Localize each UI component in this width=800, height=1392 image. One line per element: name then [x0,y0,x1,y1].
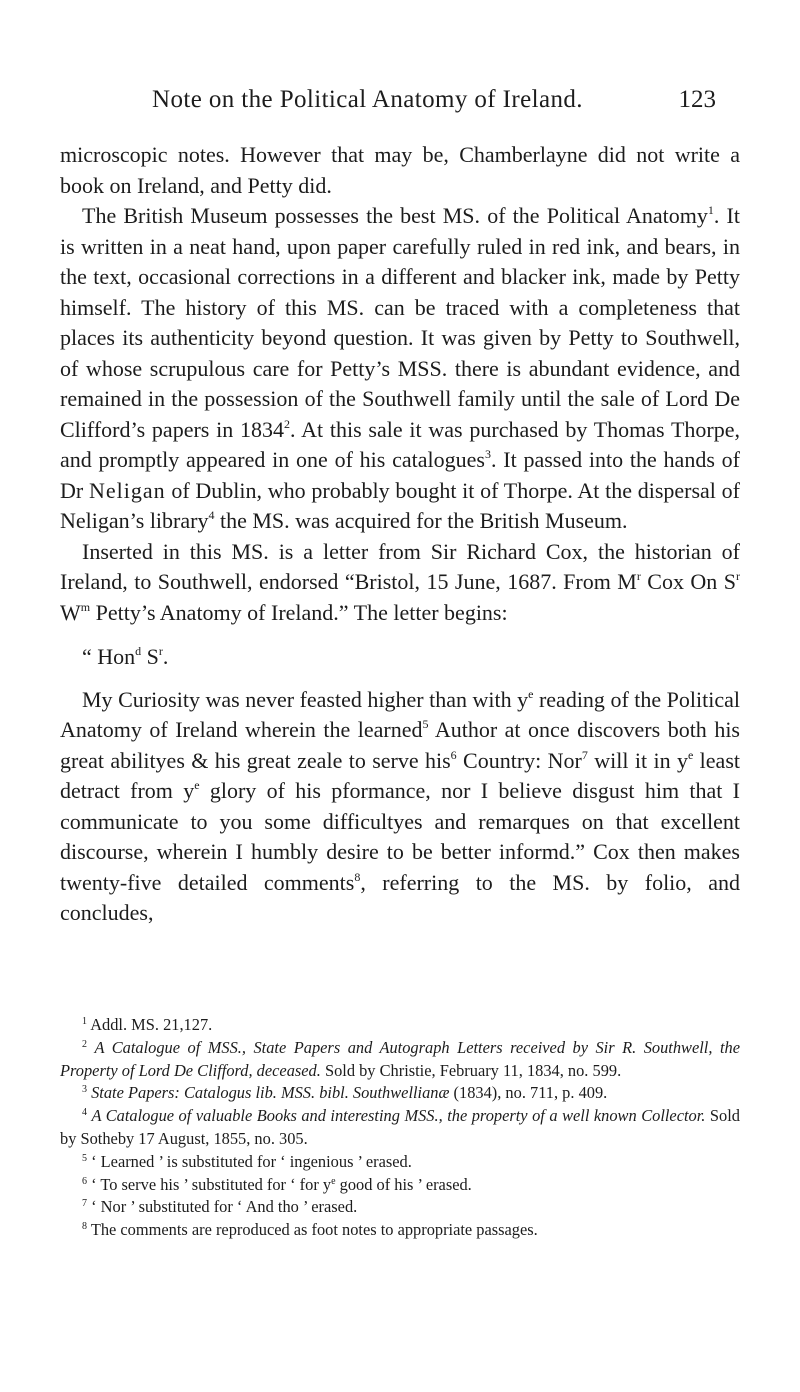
text-run: will it in y [587,747,688,773]
footnote-ref-1: 1 [707,203,714,217]
text-run: glory of his pformance, nor I believe disgust him that I communicate to you some difficultyes and remarques on that excellent discourse, wherein I humbly desire to be better informd.” Cox then makes twenty-five detailed comments [60,778,741,895]
superscript: e [331,1175,336,1187]
footnote-ref-2: 2 [284,416,291,431]
footnote-7 [60,1196,740,1219]
footnote-number: 7 [82,1198,87,1210]
superscript: m [80,599,91,614]
footnote-title: A Catalogue of MSS., State Papers and Autograph Letters received by Sir R. Southwell, the Property of Lord De Clifford, deceased. [60,1037,740,1080]
superscript: e [528,686,534,701]
superscript: e [194,778,200,792]
superscript: r [158,644,163,658]
text-run: Inserted in this MS. is a letter from Sir Richard Cox, the historian of Ireland, to Southwell, endorsed “Bristol, 15 June, 1687. From M [60,538,740,594]
footnote-8 [60,1219,740,1242]
text-run: of Dublin, who probably bought it of Thorpe. At the dispersal of Neligan’s library [60,477,740,533]
footnote-text: good of his ’ erased. [335,1174,472,1194]
text-run: Petty’s Anatomy of Ireland.” The letter begins: [90,599,508,625]
footnote-1 [60,1014,740,1037]
text-run: W [60,599,81,625]
page-number: 123 [678,86,716,113]
footnotes [60,1014,740,1242]
footnote-title: A Catalogue of valuable Books and interesting MSS., the property of a well known Collector. [91,1106,706,1126]
superscript: r [636,569,641,583]
footnote-ref-3: 3 [484,447,491,461]
footnote-number: 5 [82,1152,87,1164]
footnote-text: ‘ To serve his ’ substituted for ‘ for y [91,1174,332,1194]
footnote-title: State Papers: Catalogus lib. MSS. bibl. Southwellianæ [91,1083,450,1103]
footnote-number: 4 [82,1107,87,1119]
footnote-text: Sold by Christie, February 11, 1834, no. 599. [320,1060,622,1080]
footnote-6 [60,1174,740,1197]
text-run: least detract from y [60,747,740,803]
footnote-ref-5: 5 [422,717,429,731]
footnote-3 [60,1082,740,1105]
footnote-number: 8 [82,1221,87,1233]
paragraph-3 [60,537,740,629]
body-text [60,140,740,929]
paragraph-4 [60,685,740,929]
footnote-text: ‘ Learned ’ is substituted for ‘ ingenious ’ erased. [91,1151,412,1171]
text-run: . It passed into the hands of Dr [60,447,740,503]
footnote-text: (1834), no. 711, p. 409. [449,1083,608,1103]
text-run: . At this sale it was purchased by Thomas Thorpe, and promptly appeared in one of his catalogues [60,416,740,472]
text-run: Author at once discovers both his great abilityes & his great zeale to serve his [60,717,740,773]
text-run: The British Museum possesses the best MS. of the Political Anatomy [82,203,708,228]
footnote-text: The comments are reproduced as foot notes to appropriate passages. [90,1220,538,1240]
footnote-text: ‘ Nor ’ substituted for ‘ And tho ’ erased. [91,1197,358,1217]
footnote-4 [60,1105,740,1151]
footnote-2 [60,1037,740,1083]
footnote-number: 1 [82,1016,87,1027]
footnote-text: Addl. MS. 21,127. [90,1015,213,1034]
name-neligan: Neligan [88,477,166,503]
text-run: , referring to the MS. by folio, and concludes, [60,869,740,925]
text-run: “ Hon [82,644,136,669]
footnote-ref-8: 8 [354,869,361,884]
footnote-ref-4: 4 [208,508,215,522]
text-run: . [162,644,169,669]
text-run: . It is written in a neat hand, upon paper carefully ruled in red ink, and bears, in the text, occasional corrections in a different and blacker ink, made by Petty himself. The history of this MS. can be traced with a completeness that places its authenticity beyond question. It was given by Petty to Southwell, of whose scrupulous care for Petty’s MSS. there is abundant evidence, and remained in the possession of the Southwell family until the sale of Lord De Clifford’s papers in 1834 [60,203,740,442]
page-header [0,86,800,120]
superscript: e [687,747,694,762]
paragraph-1: microscopic notes. However that may be, Chamberlayne did not write a book on Ireland, and Petty did. [60,142,740,198]
text-run: My Curiosity was never feasted higher than with y [82,686,529,712]
footnote-ref-6: 6 [450,747,457,762]
paragraph-2 [60,201,740,537]
text-run: the MS. was acquired for the British Museum. [214,508,628,533]
text-run: S [141,644,159,669]
superscript: r [736,569,740,583]
footnote-number: 2 [82,1038,87,1050]
text-run: Country: Nor [456,747,582,773]
footnote-5 [60,1151,740,1174]
text-run: Cox On S [640,569,736,594]
superscript: d [135,644,142,658]
text-run: reading of the Political Anatomy of Ireland wherein the learned [60,686,741,742]
footnote-text: Sold by Sotheby 17 August, 1855, no. 305. [60,1106,740,1148]
footnote-number: 3 [82,1084,87,1096]
running-title: Note on the Political Anatomy of Ireland. [152,86,583,113]
letter-salutation [60,642,740,673]
footnote-number: 6 [82,1175,87,1187]
footnote-ref-7: 7 [581,747,588,762]
